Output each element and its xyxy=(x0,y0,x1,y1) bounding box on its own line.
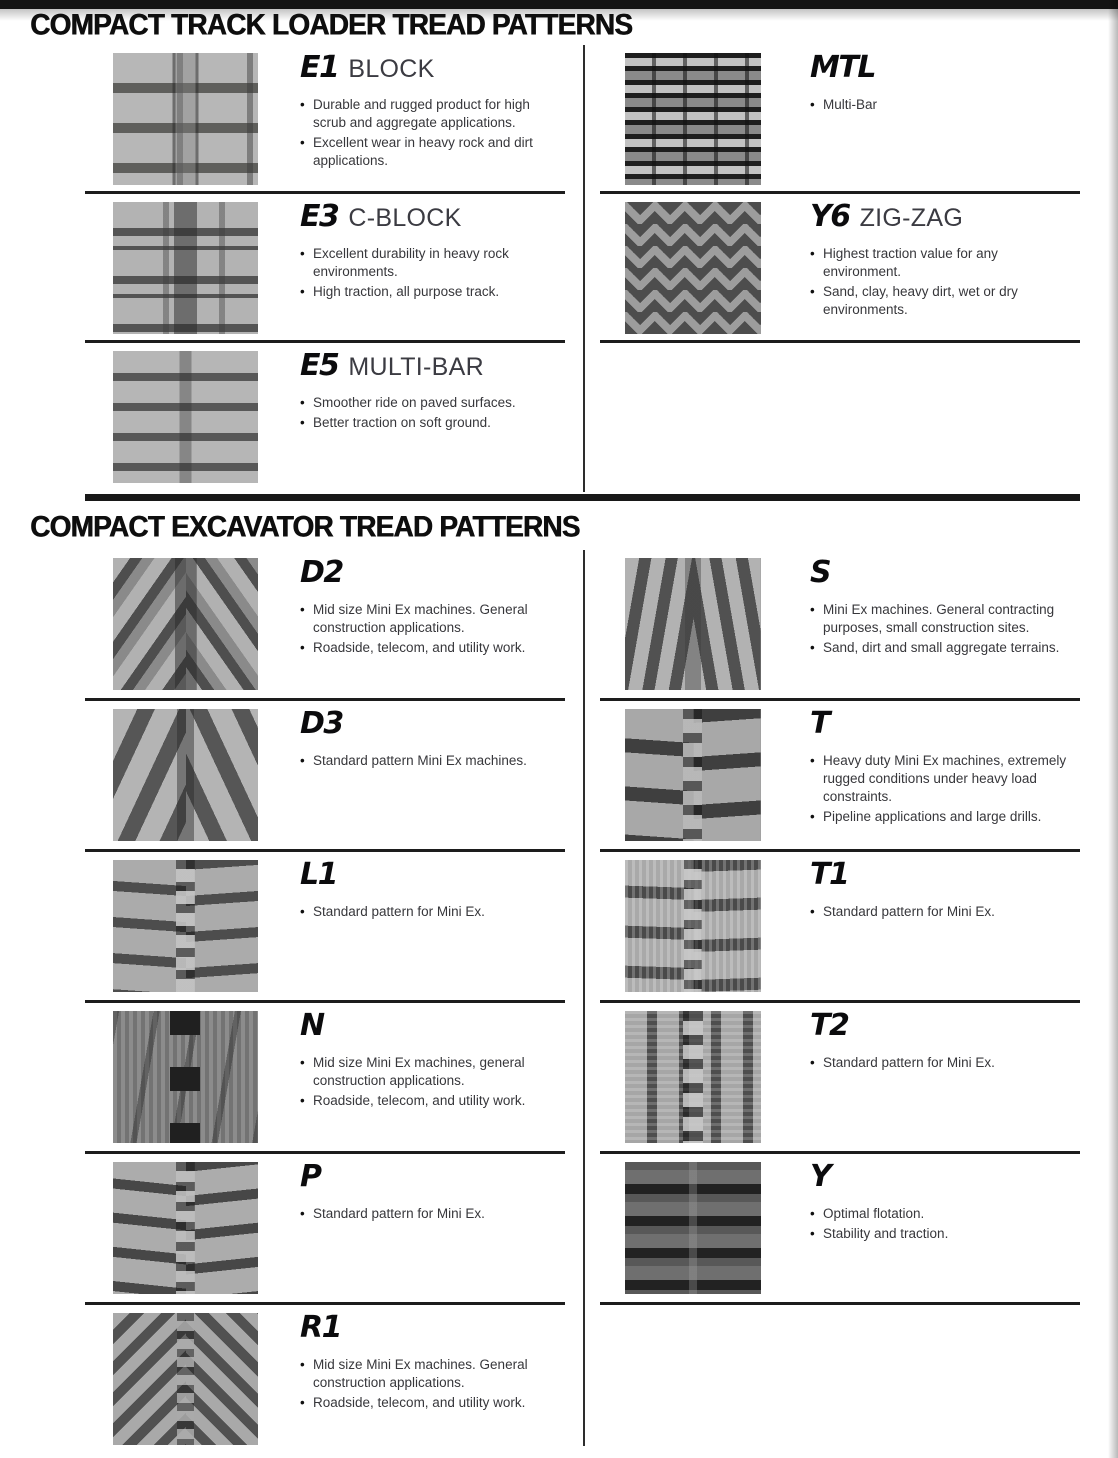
tread-row xyxy=(600,1154,1080,1305)
tread-bullet: • Standard pattern for Mini Ex. xyxy=(300,1205,561,1223)
tread-image-e1 xyxy=(113,53,258,185)
tread-info xyxy=(300,1008,565,1112)
excavator-left-column xyxy=(85,550,565,1456)
tread-row xyxy=(85,343,565,492)
tread-bullet-list xyxy=(300,96,561,170)
tread-title xyxy=(300,706,561,741)
tread-info xyxy=(300,857,565,923)
tread-info xyxy=(810,857,1080,923)
tread-title xyxy=(810,1159,1076,1194)
tread-bullet-list xyxy=(810,752,1076,826)
tread-bullet: • Pipeline applications and large drills. xyxy=(810,808,1076,826)
tread-info xyxy=(300,50,565,172)
tread-subtitle: BLOCK xyxy=(348,55,435,83)
tread-image-t2 xyxy=(625,1011,761,1143)
tread-row xyxy=(85,45,565,194)
tread-title xyxy=(810,199,1076,234)
tread-image-l1 xyxy=(113,860,258,992)
tread-code: E5 xyxy=(300,348,339,383)
tread-info xyxy=(810,50,1080,116)
tread-row xyxy=(85,550,565,701)
section-title-track-loader: COMPACT TRACK LOADER TREAD PATTERNS xyxy=(30,8,632,41)
tread-bullet: • Standard pattern for Mini Ex. xyxy=(810,1054,1076,1072)
tread-bullet: • Standard pattern for Mini Ex. xyxy=(300,903,561,921)
tread-bullet: • Heavy duty Mini Ex machines, extremely rugged conditions under heavy load constraints. xyxy=(810,752,1076,806)
tread-title xyxy=(300,1008,561,1043)
tread-subtitle: MULTI-BAR xyxy=(348,353,484,381)
tread-bullet: • Mini Ex machines. General contracting purposes, small construction sites. xyxy=(810,601,1076,637)
tread-image-d2 xyxy=(113,558,258,690)
tread-row xyxy=(85,701,565,852)
tread-title xyxy=(810,857,1076,892)
tread-title xyxy=(810,1008,1076,1043)
tread-row xyxy=(600,194,1080,343)
tread-code: D3 xyxy=(300,706,343,741)
tread-title xyxy=(300,555,561,590)
tread-code: S xyxy=(810,555,831,590)
tread-bullet-list xyxy=(300,1205,561,1223)
tread-image-p xyxy=(113,1162,258,1294)
tread-row xyxy=(600,1003,1080,1154)
tread-bullet: • Sand, dirt and small aggregate terrains. xyxy=(810,639,1076,657)
section-divider-bar xyxy=(85,494,1080,501)
tread-bullet: • Roadside, telecom, and utility work. xyxy=(300,1092,561,1110)
tread-image-s xyxy=(625,558,761,690)
tread-bullet-list xyxy=(810,245,1076,319)
tread-subtitle: C-BLOCK xyxy=(348,204,462,232)
track-loader-left-column xyxy=(85,45,565,492)
tread-code: MTL xyxy=(810,50,875,85)
tread-image-d3 xyxy=(113,709,258,841)
tread-info xyxy=(300,555,565,659)
tread-title xyxy=(300,1310,561,1345)
tread-row xyxy=(600,45,1080,194)
page-edge-shade xyxy=(1108,0,1118,1458)
tread-image-mtl xyxy=(625,53,761,185)
tread-bullet: • Optimal flotation. xyxy=(810,1205,1076,1223)
tread-title xyxy=(300,857,561,892)
tread-code: P xyxy=(300,1159,321,1194)
tread-bullet-list xyxy=(300,394,561,432)
tread-info xyxy=(810,199,1080,321)
tread-info xyxy=(810,555,1080,659)
tread-row xyxy=(85,1154,565,1305)
tread-bullet: • Smoother ride on paved surfaces. xyxy=(300,394,561,412)
tread-info xyxy=(300,348,565,434)
tread-info xyxy=(810,1159,1080,1245)
tread-bullet-list xyxy=(810,903,1076,921)
tread-bullet-list xyxy=(300,601,561,657)
tread-image-r1 xyxy=(113,1313,258,1445)
tread-code: E3 xyxy=(300,199,339,234)
tread-title xyxy=(300,348,561,383)
tread-row xyxy=(600,852,1080,1003)
tread-info xyxy=(300,706,565,772)
tread-code: T1 xyxy=(810,857,849,892)
section-title-excavator: COMPACT EXCAVATOR TREAD PATTERNS xyxy=(30,510,580,543)
tread-title xyxy=(300,1159,561,1194)
tread-row xyxy=(85,1003,565,1154)
tread-subtitle: ZIG-ZAG xyxy=(859,204,964,232)
tread-bullet: • Sand, clay, heavy dirt, wet or dry environments. xyxy=(810,283,1076,319)
tread-image-t1 xyxy=(625,860,761,992)
tread-bullet-list xyxy=(300,903,561,921)
tread-image-y xyxy=(625,1162,761,1294)
tread-bullet: • High traction, all purpose track. xyxy=(300,283,561,301)
tread-bullet: • Roadside, telecom, and utility work. xyxy=(300,1394,561,1412)
tread-row xyxy=(600,550,1080,701)
tread-bullet: • Mid size Mini Ex machines. General construction applications. xyxy=(300,601,561,637)
tread-code: T xyxy=(810,706,829,741)
tread-title xyxy=(300,50,561,85)
tread-title xyxy=(300,199,561,234)
tread-image-n xyxy=(113,1011,258,1143)
tread-code: D2 xyxy=(300,555,343,590)
tread-bullet-list xyxy=(300,245,561,301)
tread-bullet-list xyxy=(300,1054,561,1110)
tread-image-t xyxy=(625,709,761,841)
tread-code: L1 xyxy=(300,857,337,892)
tread-code: Y xyxy=(810,1159,831,1194)
column-separator xyxy=(583,550,585,1446)
tread-bullet-list xyxy=(810,1054,1076,1072)
tread-image-e5 xyxy=(113,351,258,483)
tread-bullet-list xyxy=(810,601,1076,657)
column-separator xyxy=(583,45,585,492)
tread-bullet: • Excellent durability in heavy rock environments. xyxy=(300,245,561,281)
tread-title xyxy=(810,50,1076,85)
tread-row xyxy=(600,701,1080,852)
tread-code: E1 xyxy=(300,50,339,85)
tread-bullet: • Roadside, telecom, and utility work. xyxy=(300,639,561,657)
tread-bullet: • Better traction on soft ground. xyxy=(300,414,561,432)
tread-row xyxy=(85,1305,565,1456)
tread-code: N xyxy=(300,1008,324,1043)
tread-bullet: • Durable and rugged product for high scrub and aggregate applications. xyxy=(300,96,561,132)
tread-bullet: • Mid size Mini Ex machines. General construction applications. xyxy=(300,1356,561,1392)
track-loader-right-column xyxy=(600,45,1080,343)
tread-info xyxy=(300,1310,565,1414)
tread-bullet: • Excellent wear in heavy rock and dirt applications. xyxy=(300,134,561,170)
tread-bullet-list xyxy=(300,1356,561,1412)
tread-image-e3 xyxy=(113,202,258,334)
tread-row xyxy=(85,194,565,343)
tread-bullet: • Multi-Bar xyxy=(810,96,1076,114)
tread-bullet-list xyxy=(810,96,1076,114)
excavator-right-column xyxy=(600,550,1080,1305)
tread-title xyxy=(810,706,1076,741)
tread-code: T2 xyxy=(810,1008,849,1043)
tread-bullet: • Stability and traction. xyxy=(810,1225,1076,1243)
tread-bullet-list xyxy=(810,1205,1076,1243)
tread-bullet: • Mid size Mini Ex machines, general construction applications. xyxy=(300,1054,561,1090)
tread-code: R1 xyxy=(300,1310,341,1345)
tread-bullet: • Standard pattern Mini Ex machines. xyxy=(300,752,561,770)
tread-bullet: • Highest traction value for any environment. xyxy=(810,245,1076,281)
tread-info xyxy=(810,706,1080,828)
tread-info xyxy=(300,199,565,303)
tread-bullet-list xyxy=(300,752,561,770)
tread-info xyxy=(300,1159,565,1225)
tread-title xyxy=(810,555,1076,590)
tread-info xyxy=(810,1008,1080,1074)
tread-row xyxy=(85,852,565,1003)
tread-image-y6 xyxy=(625,202,761,334)
tread-bullet: • Standard pattern for Mini Ex. xyxy=(810,903,1076,921)
tread-code: Y6 xyxy=(810,199,850,234)
